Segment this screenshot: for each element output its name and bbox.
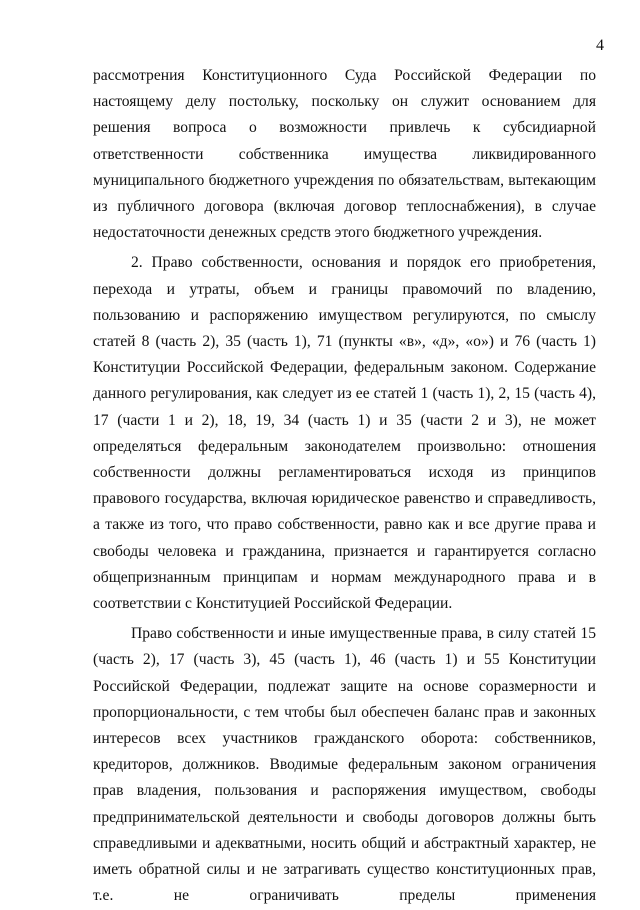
paragraph-property-protection: Право собственности и иные имущественные права, в силу статей 15 (часть 2), 17 (часть 3), 45 (часть 1), 46 (часть 1) и 55 Конституции Российской Федерации, подлежат защите на основе соразмерности и пропорциональности, с тем чтобы был обеспечен баланс прав и законных интересов всех участников гражданского оборота: собственников, кредиторов, должников. Вводимые федеральным законом ограничения прав владения, пользования и распоряжения имуществом, свободы предпринимательской деятельности и свободы договоров должны быть справедливыми и адекватными, носить общий и абстрактный характер, не иметь обратной силы и не затрагивать существо конституционных прав, т.е. не ограничивать пределы применения [93, 625, 596, 905]
paragraph-2-property-rights: 2. Право собственности, основания и порядок его приобретения, перехода и утраты, объем и границы правомочий по владению, пользованию и распоряжению имуществом регулируются, по смыслу статей 8 (часть 2), 35 (часть 1), 71 (пункты «в», «д», «о») и 76 (часть 1) Конституции Российской Федерации, федеральным законом. Содержание данного регулирования, как следует из ее статей 1 (часть 1), 2, 15 (часть 4), 17 (части 1 и 2), 18, 19, 34 (часть 1) и 35 (части 2 и 3), не может определяться федеральным законодателем произвольно: отношения собственности должны регламентироваться исходя из принципов правового государства, включая юридическое равенство и справедливость, а также из того, что право собственности, равно как и все другие права и свободы человека и гражданина, признается и гарантируется согласно общепризнанным принципам и нормам международного права и в соответствии с Конституцией Российской Федерации. [93, 254, 596, 613]
page-number: 4 [596, 37, 604, 54]
document-body [93, 63, 596, 910]
paragraph-continuation: рассмотрения Конституционного Суда Российской Федерации по настоящему делу постольку, поскольку он служит основанием для решения вопроса о возможности привлечь к субсидиарной ответственности собственника имущества ликвидированного муниципального бюджетного учреждения по обязательствам, вытекающим из публичного договора (включая договор теплоснабжения), в случае недостаточности денежных средств этого бюджетного учреждения. [93, 67, 596, 242]
